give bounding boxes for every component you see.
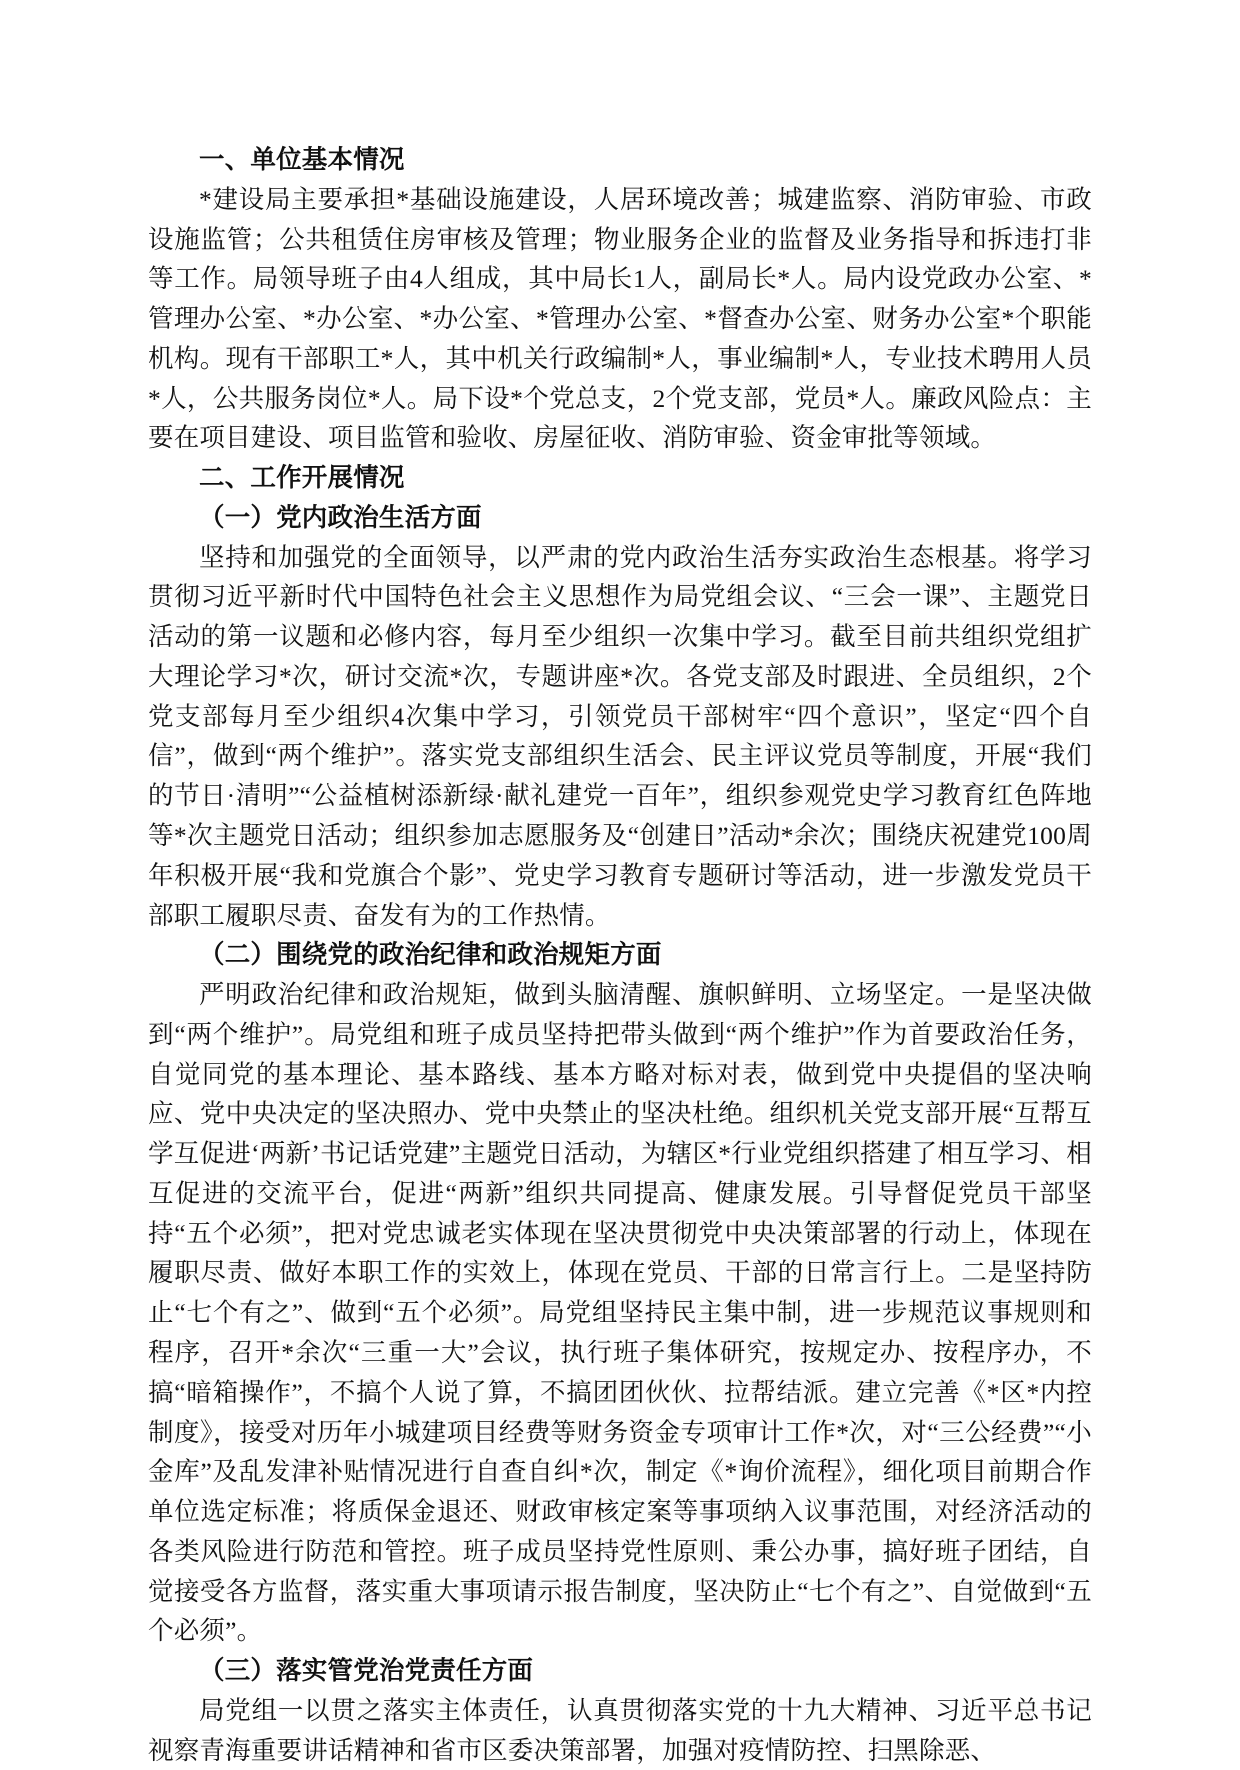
subsection-heading-2-3: （三）落实管党治党责任方面 (199, 1656, 534, 1686)
paragraph-party-governance: 局党组一以贯之落实主体责任，认真贯彻落实党的十九大精神、习近平总书记视察青海重要讲话精神和省市区委决策部署，加强对疫情防控、扫黑除恶、 (148, 1695, 1092, 1765)
paragraph-unit-overview: *建设局主要承担*基础设施建设，人居环境改善；城建监察、消防审验、市政设施监管；公共租赁住房审核及管理；物业服务企业的监督及业务指导和拆违打非等工作。局领导班子由4人组成，其中局长1人，副局长*人。局内设党政办公室、*管理办公室、*办公室、*办公室、*管理办公室、*督查办公室、财务办公室*个职能机构。现有干部职工*人，其中机关行政编制*人，事业编制*人，专业技术聘用人员*人，公共服务岗位*人。局下设*个党总支，2个党支部，党员*人。廉政风险点：主要在项目建设、项目监管和验收、房屋征收、消防审验、资金审批等领域。 (148, 184, 1092, 453)
document-body (148, 140, 1092, 1770)
subsection-heading-2-1: （一）党内政治生活方面 (199, 502, 482, 532)
subsection-heading-2-2: （二）围绕党的政治纪律和政治规矩方面 (199, 940, 662, 970)
paragraph-political-life: 坚持和加强党的全面领导，以严肃的党内政治生活夯实政治生态根基。将学习贯彻习近平新时代中国特色社会主义思想作为局党组会议、“三会一课”、主题党日活动的第一议题和必修内容，每月至少组织一次集中学习。截至目前共组织党组扩大理论学习*次，研讨交流*次，专题讲座*次。各党支部及时跟进、全员组织，2个党支部每月至少组织4次集中学习，引领党员干部树牢“四个意识”，坚定“四个自信”，做到“两个维护”。落实党支部组织生活会、民主评议党员等制度，开展“我们的节日·清明”“公益植树添新绿·献礼建党一百年”，组织参观党史学习教育红色阵地等*次主题党日活动；组织参加志愿服务及“创建日”活动*余次；围绕庆祝建党100周年积极开展“我和党旗合个影”、党史学习教育专题研讨等活动，进一步激发党员干部职工履职尽责、奋发有为的工作热情。 (148, 542, 1092, 930)
paragraph-political-discipline: 严明政治纪律和政治规矩，做到头脑清醒、旗帜鲜明、立场坚定。一是坚决做到“两个维护”。局党组和班子成员坚持把带头做到“两个维护”作为首要政治任务，自觉同党的基本理论、基本路线、基本方略对标对表，做到党中央提倡的坚决响应、党中央决定的坚决照办、党中央禁止的坚决杜绝。组织机关党支部开展“互帮互学互促进‘两新’书记话党建”主题党日活动，为辖区*行业党组织搭建了相互学习、相互促进的交流平台，促进“两新”组织共同提高、健康发展。引导督促党员干部坚持“五个必须”，把对党忠诚老实体现在坚决贯彻党中央决策部署的行动上，体现在履职尽责、做好本职工作的实效上，体现在党员、干部的日常言行上。二是坚持防止“七个有之”、做到“五个必须”。局党组坚持民主集中制，进一步规范议事规则和程序，召开*余次“三重一大”会议，执行班子集体研究，按规定办、按程序办，不搞“暗箱操作”，不搞个人说了算，不搞团团伙伙、拉帮结派。建立完善《*区*内控制度》，接受对历年小城建项目经费等财务资金专项审计工作*次，对“三公经费”“小金库”及乱发津补贴情况进行自查自纠*次，制定《*询价流程》，细化项目前期合作单位选定标准；将质保金退还、财政审核定案等事项纳入议事范围，对经济活动的各类风险进行防范和管控。班子成员坚持党性原则、秉公办事，搞好班子团结，自觉接受各方监督，落实重大事项请示报告制度，坚决防止“七个有之”、自觉做到“五个必须”。 (148, 980, 1092, 1646)
section-heading-1: 一、单位基本情况 (199, 145, 405, 174)
section-heading-2: 二、工作开展情况 (199, 463, 405, 493)
